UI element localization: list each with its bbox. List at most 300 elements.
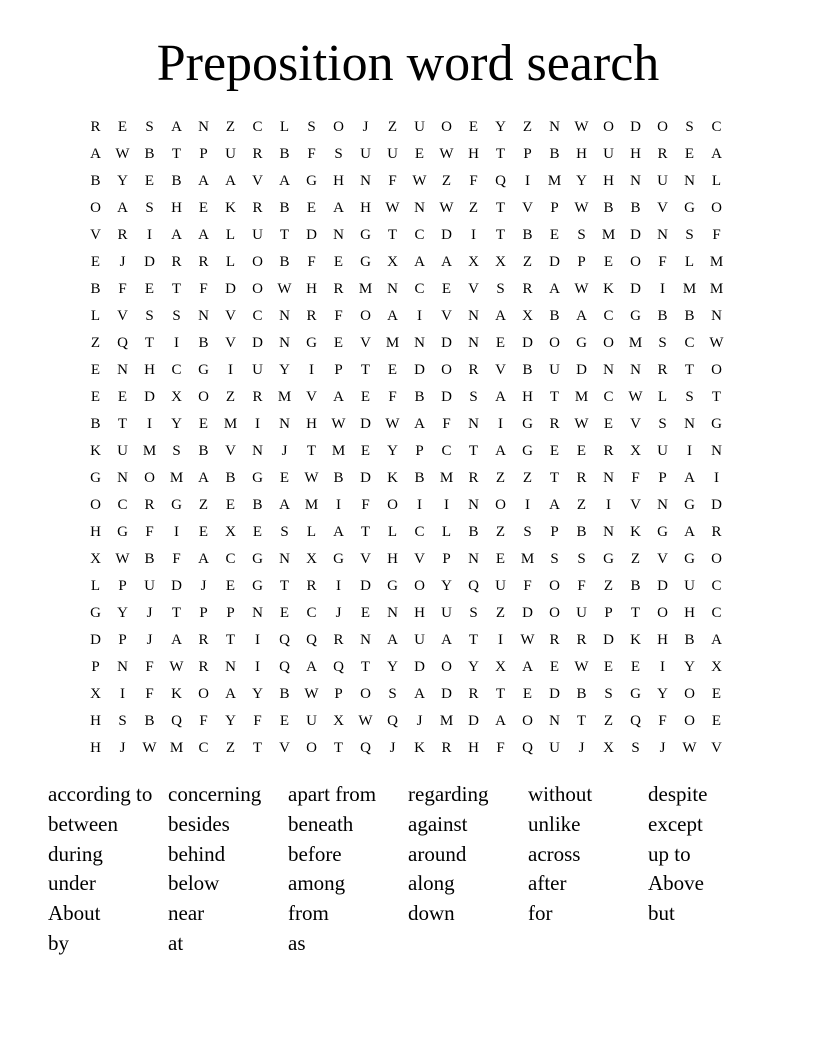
grid-letter: P (523, 146, 532, 162)
grid-letter: T (576, 713, 587, 729)
grid-letter: G (684, 200, 695, 216)
grid-letter: N (468, 335, 479, 351)
grid-letter: N (279, 335, 290, 351)
grid-letter: X (90, 686, 101, 702)
grid-letter: H (360, 200, 371, 216)
grid-letter: V (495, 362, 506, 378)
grid-letter: D (144, 254, 155, 270)
grid-letter: E (603, 254, 614, 270)
grid-letter: Y (468, 659, 479, 675)
grid-letter: R (576, 470, 587, 486)
grid-letter: A (117, 200, 128, 216)
grid-letter: G (252, 551, 263, 567)
grid-letter: V (522, 200, 533, 216)
word-list-item: during (48, 841, 103, 866)
grid-letter: O (495, 497, 506, 513)
grid-letter: P (577, 254, 586, 270)
grid-letter: X (603, 740, 614, 756)
grid-letter: M (628, 335, 643, 351)
grid-letter: K (387, 470, 398, 486)
grid-letter: T (360, 362, 371, 378)
grid-letter: B (576, 524, 587, 540)
grid-letter: P (199, 605, 208, 621)
grid-letter: P (199, 146, 208, 162)
grid-letter: Q (522, 740, 533, 756)
word-list-item: unlike (528, 811, 581, 836)
grid-letter: A (279, 173, 290, 189)
grid-letter: D (522, 335, 533, 351)
grid-letter: S (523, 524, 532, 540)
grid-letter: S (577, 227, 586, 243)
grid-letter: I (606, 497, 611, 513)
grid-letter: C (117, 497, 128, 513)
grid-letter: Q (117, 335, 128, 351)
grid-letter: H (171, 200, 182, 216)
grid-letter: O (522, 713, 533, 729)
grid-letter: C (711, 119, 722, 135)
grid-letter: W (574, 416, 589, 432)
grid-letter: V (468, 281, 479, 297)
grid-letter: L (225, 227, 236, 243)
grid-letter: D (360, 578, 371, 594)
grid-letter: W (574, 281, 589, 297)
grid-letter: Z (225, 389, 236, 405)
grid-letter: B (522, 362, 533, 378)
grid-letter: Z (495, 470, 506, 486)
grid-letter: D (630, 227, 641, 243)
grid-letter: A (333, 524, 344, 540)
grid-letter: E (441, 281, 452, 297)
word-list-item: down (408, 901, 455, 926)
grid-letter: A (198, 470, 209, 486)
grid-letter: O (306, 740, 317, 756)
grid-letter: H (414, 605, 425, 621)
grid-letter: V (657, 551, 668, 567)
grid-letter: O (90, 200, 101, 216)
grid-letter: R (468, 470, 479, 486)
grid-letter: B (414, 389, 425, 405)
grid-letter: X (495, 254, 506, 270)
grid-letter: J (146, 632, 153, 648)
grid-letter: E (603, 659, 614, 675)
grid-letter: T (171, 281, 182, 297)
grid-letter: O (360, 308, 371, 324)
grid-letter: Y (441, 578, 452, 594)
grid-letter: O (198, 389, 209, 405)
grid-letter: D (414, 362, 425, 378)
grid-letter: G (657, 524, 668, 540)
grid-letter: E (144, 281, 155, 297)
grid-letter: V (657, 200, 668, 216)
grid-letter: A (90, 146, 101, 162)
grid-letter: O (603, 119, 614, 135)
grid-letter: W (304, 686, 319, 702)
grid-letter: U (252, 227, 263, 243)
grid-letter: N (630, 362, 641, 378)
grid-letter: S (577, 551, 586, 567)
grid-letter: W (628, 389, 643, 405)
grid-letter: H (144, 362, 155, 378)
word-list-item: regarding (408, 782, 489, 806)
grid-letter: N (414, 335, 425, 351)
grid-letter: W (385, 416, 400, 432)
grid-letter: R (198, 632, 209, 648)
grid-letter: M (142, 443, 157, 459)
grid-letter: T (360, 524, 371, 540)
grid-letter: C (684, 335, 695, 351)
grid-letter: U (252, 362, 263, 378)
word-list-item: along (408, 871, 455, 896)
word-list-item: up to (648, 841, 691, 866)
grid-letter: B (198, 443, 209, 459)
grid-letter: A (711, 632, 722, 648)
grid-letter: O (198, 686, 209, 702)
grid-letter: D (630, 119, 641, 135)
grid-letter: V (252, 173, 263, 189)
grid-letter: G (576, 335, 587, 351)
grid-letter: D (306, 227, 317, 243)
grid-letter: M (601, 227, 616, 243)
grid-letter: R (522, 281, 533, 297)
grid-letter: O (603, 335, 614, 351)
grid-letter: B (414, 470, 425, 486)
word-list-item: but (648, 901, 675, 926)
grid-letter: D (441, 389, 452, 405)
grid-letter: A (225, 686, 236, 702)
grid-letter: F (145, 524, 154, 540)
grid-letter: U (387, 146, 398, 162)
grid-letter: A (198, 551, 209, 567)
grid-letter: I (228, 362, 233, 378)
grid-letter: A (414, 686, 425, 702)
grid-letter: B (198, 335, 209, 351)
grid-letter: T (495, 686, 506, 702)
grid-letter: Y (225, 713, 236, 729)
grid-letter: P (442, 551, 451, 567)
word-list-item: beneath (288, 811, 354, 836)
grid-letter: W (574, 659, 589, 675)
grid-letter: A (495, 389, 506, 405)
grid-letter: H (522, 389, 533, 405)
grid-letter: S (658, 335, 667, 351)
grid-letter: E (549, 227, 560, 243)
grid-letter: E (198, 200, 209, 216)
grid-letter: B (90, 281, 101, 297)
grid-letter: H (468, 146, 479, 162)
grid-letter: A (198, 227, 209, 243)
grid-letter: O (549, 605, 560, 621)
grid-letter: V (711, 740, 722, 756)
grid-letter: A (279, 497, 290, 513)
grid-letter: I (660, 659, 665, 675)
grid-letter: P (550, 200, 559, 216)
grid-letter: J (335, 605, 342, 621)
grid-letter: S (604, 686, 613, 702)
grid-letter: F (388, 173, 397, 189)
grid-letter: Z (468, 200, 479, 216)
grid-letter: E (360, 443, 371, 459)
grid-letter: W (574, 200, 589, 216)
grid-letter: N (657, 497, 668, 513)
grid-letter: A (576, 308, 587, 324)
grid-letter: E (360, 605, 371, 621)
grid-letter: X (306, 551, 317, 567)
grid-letter: Z (90, 335, 101, 351)
grid-letter: I (525, 173, 530, 189)
grid-letter: C (306, 605, 317, 621)
grid-letter: U (576, 605, 587, 621)
grid-letter: S (685, 119, 694, 135)
grid-letter: T (495, 227, 506, 243)
grid-letter: G (252, 470, 263, 486)
grid-letter: W (304, 470, 319, 486)
grid-letter: Q (306, 632, 317, 648)
grid-letter: M (520, 551, 535, 567)
grid-letter: R (603, 443, 614, 459)
grid-letter: S (172, 443, 181, 459)
grid-letter: G (198, 362, 209, 378)
grid-letter: I (660, 281, 665, 297)
word-list-item: concerning (168, 782, 262, 806)
grid-letter: I (498, 632, 503, 648)
grid-letter: D (657, 578, 668, 594)
grid-letter: W (115, 146, 130, 162)
grid-letter: X (333, 713, 344, 729)
grid-letter: T (684, 362, 695, 378)
grid-letter: E (414, 146, 425, 162)
grid-letter: C (711, 578, 722, 594)
grid-letter: X (90, 551, 101, 567)
grid-letter: K (603, 281, 614, 297)
grid-letter: Y (684, 659, 695, 675)
grid-letter: W (277, 281, 292, 297)
grid-letter: F (658, 254, 667, 270)
grid-letter: R (306, 308, 317, 324)
grid-letter: N (279, 551, 290, 567)
grid-letter: N (387, 281, 398, 297)
grid-letter: E (711, 686, 722, 702)
grid-letter: N (279, 416, 290, 432)
grid-letter: M (331, 443, 346, 459)
grid-letter: E (279, 470, 290, 486)
grid-letter: D (360, 470, 371, 486)
grid-letter: F (496, 740, 505, 756)
grid-letter: Y (117, 605, 128, 621)
grid-letter: D (414, 659, 425, 675)
grid-letter: D (468, 713, 479, 729)
word-list-item: except (648, 811, 703, 836)
grid-letter: T (333, 740, 344, 756)
grid-letter: R (468, 686, 479, 702)
grid-letter: J (119, 740, 126, 756)
grid-letter: Z (495, 605, 506, 621)
grid-letter: B (279, 254, 290, 270)
grid-letter: H (387, 551, 398, 567)
grid-letter: U (549, 740, 560, 756)
grid-letter: R (252, 146, 263, 162)
grid-letter: D (522, 605, 533, 621)
grid-letter: W (682, 740, 697, 756)
grid-letter: H (90, 740, 101, 756)
word-list-item: from (288, 901, 329, 926)
grid-letter: I (336, 578, 341, 594)
grid-letter: T (549, 470, 560, 486)
grid-letter: M (574, 389, 589, 405)
grid-letter: W (709, 335, 724, 351)
grid-letter: J (362, 119, 369, 135)
grid-letter: B (549, 146, 560, 162)
grid-letter: N (252, 443, 263, 459)
grid-letter: G (360, 254, 371, 270)
grid-letter: Q (468, 578, 479, 594)
grid-letter: A (171, 119, 182, 135)
grid-letter: E (279, 713, 290, 729)
grid-letter: P (550, 524, 559, 540)
grid-letter: M (682, 281, 697, 297)
grid-letter: B (90, 173, 101, 189)
grid-letter: Y (279, 362, 290, 378)
grid-letter: G (684, 551, 695, 567)
grid-letter: V (441, 308, 452, 324)
grid-letter: L (441, 524, 452, 540)
grid-letter: E (279, 605, 290, 621)
grid-letter: T (549, 389, 560, 405)
word-list-item: without (528, 782, 593, 806)
grid-letter: E (117, 119, 128, 135)
grid-letter: V (414, 551, 425, 567)
grid-letter: D (603, 632, 614, 648)
grid-letter: F (307, 254, 316, 270)
grid-letter: N (603, 524, 614, 540)
grid-letter: N (711, 308, 722, 324)
grid-letter: L (279, 119, 290, 135)
grid-letter: X (630, 443, 641, 459)
letter-grid (82, 114, 730, 762)
grid-letter: L (90, 308, 101, 324)
grid-letter: B (522, 227, 533, 243)
grid-letter: E (711, 713, 722, 729)
grid-letter: S (469, 605, 478, 621)
grid-letter: X (468, 254, 479, 270)
grid-letter: O (90, 497, 101, 513)
word-list-item: near (168, 901, 205, 926)
grid-letter: T (252, 740, 263, 756)
grid-letter: T (171, 146, 182, 162)
grid-letter: L (684, 254, 695, 270)
grid-letter: O (252, 281, 263, 297)
word-list-item: against (408, 811, 468, 836)
grid-letter: P (334, 686, 343, 702)
grid-letter: A (684, 524, 695, 540)
grid-letter: V (279, 740, 290, 756)
grid-letter: R (441, 740, 452, 756)
grid-letter: Q (171, 713, 182, 729)
grid-letter: S (334, 146, 343, 162)
grid-letter: G (684, 497, 695, 513)
grid-letter: T (468, 443, 479, 459)
grid-letter: A (684, 470, 695, 486)
grid-letter: A (225, 173, 236, 189)
grid-letter: B (90, 416, 101, 432)
grid-letter: Y (117, 173, 128, 189)
grid-letter: S (145, 308, 154, 324)
grid-letter: W (439, 146, 454, 162)
grid-letter: O (441, 659, 452, 675)
grid-letter: I (417, 497, 422, 513)
grid-letter: R (90, 119, 101, 135)
grid-letter: T (495, 200, 506, 216)
grid-letter: N (252, 605, 263, 621)
grid-letter: I (255, 632, 260, 648)
grid-letter: Z (441, 173, 452, 189)
grid-letter: H (306, 416, 317, 432)
grid-letter: E (684, 146, 695, 162)
grid-letter: F (118, 281, 127, 297)
grid-letter: U (225, 146, 236, 162)
grid-letter: F (631, 470, 640, 486)
grid-letter: B (468, 524, 479, 540)
grid-letter: B (549, 308, 560, 324)
grid-letter: L (306, 524, 317, 540)
grid-letter: D (630, 281, 641, 297)
grid-letter: C (225, 551, 236, 567)
grid-letter: D (360, 416, 371, 432)
grid-letter: F (388, 389, 397, 405)
grid-letter: Z (495, 524, 506, 540)
grid-letter: G (333, 551, 344, 567)
grid-letter: Z (630, 551, 641, 567)
grid-letter: O (414, 578, 425, 594)
grid-letter: H (684, 605, 695, 621)
grid-letter: P (334, 362, 343, 378)
grid-letter: A (549, 497, 560, 513)
grid-letter: K (90, 443, 101, 459)
grid-letter: A (441, 632, 452, 648)
grid-letter: K (225, 200, 236, 216)
grid-letter: O (711, 551, 722, 567)
grid-letter: Y (495, 119, 506, 135)
grid-letter: Q (630, 713, 641, 729)
grid-letter: T (495, 146, 506, 162)
grid-letter: O (630, 254, 641, 270)
grid-letter: H (468, 740, 479, 756)
word-list-item: About (48, 901, 101, 926)
grid-letter: B (279, 146, 290, 162)
grid-letter: U (549, 362, 560, 378)
grid-letter: F (469, 173, 478, 189)
grid-letter: L (387, 524, 398, 540)
grid-letter: E (117, 389, 128, 405)
grid-letter: O (549, 335, 560, 351)
grid-letter: E (90, 254, 101, 270)
grid-letter: G (522, 416, 533, 432)
grid-letter: D (252, 335, 263, 351)
grid-letter: E (360, 389, 371, 405)
grid-letter: O (711, 362, 722, 378)
grid-letter: W (574, 119, 589, 135)
grid-letter: N (387, 605, 398, 621)
grid-letter: Z (225, 119, 236, 135)
grid-letter: U (414, 632, 425, 648)
grid-letter: A (306, 659, 317, 675)
grid-letter: I (120, 686, 125, 702)
grid-letter: Y (387, 659, 398, 675)
grid-letter: F (145, 659, 154, 675)
grid-letter: N (603, 470, 614, 486)
grid-letter: F (712, 227, 721, 243)
grid-letter: B (603, 200, 614, 216)
grid-letter: Q (360, 740, 371, 756)
